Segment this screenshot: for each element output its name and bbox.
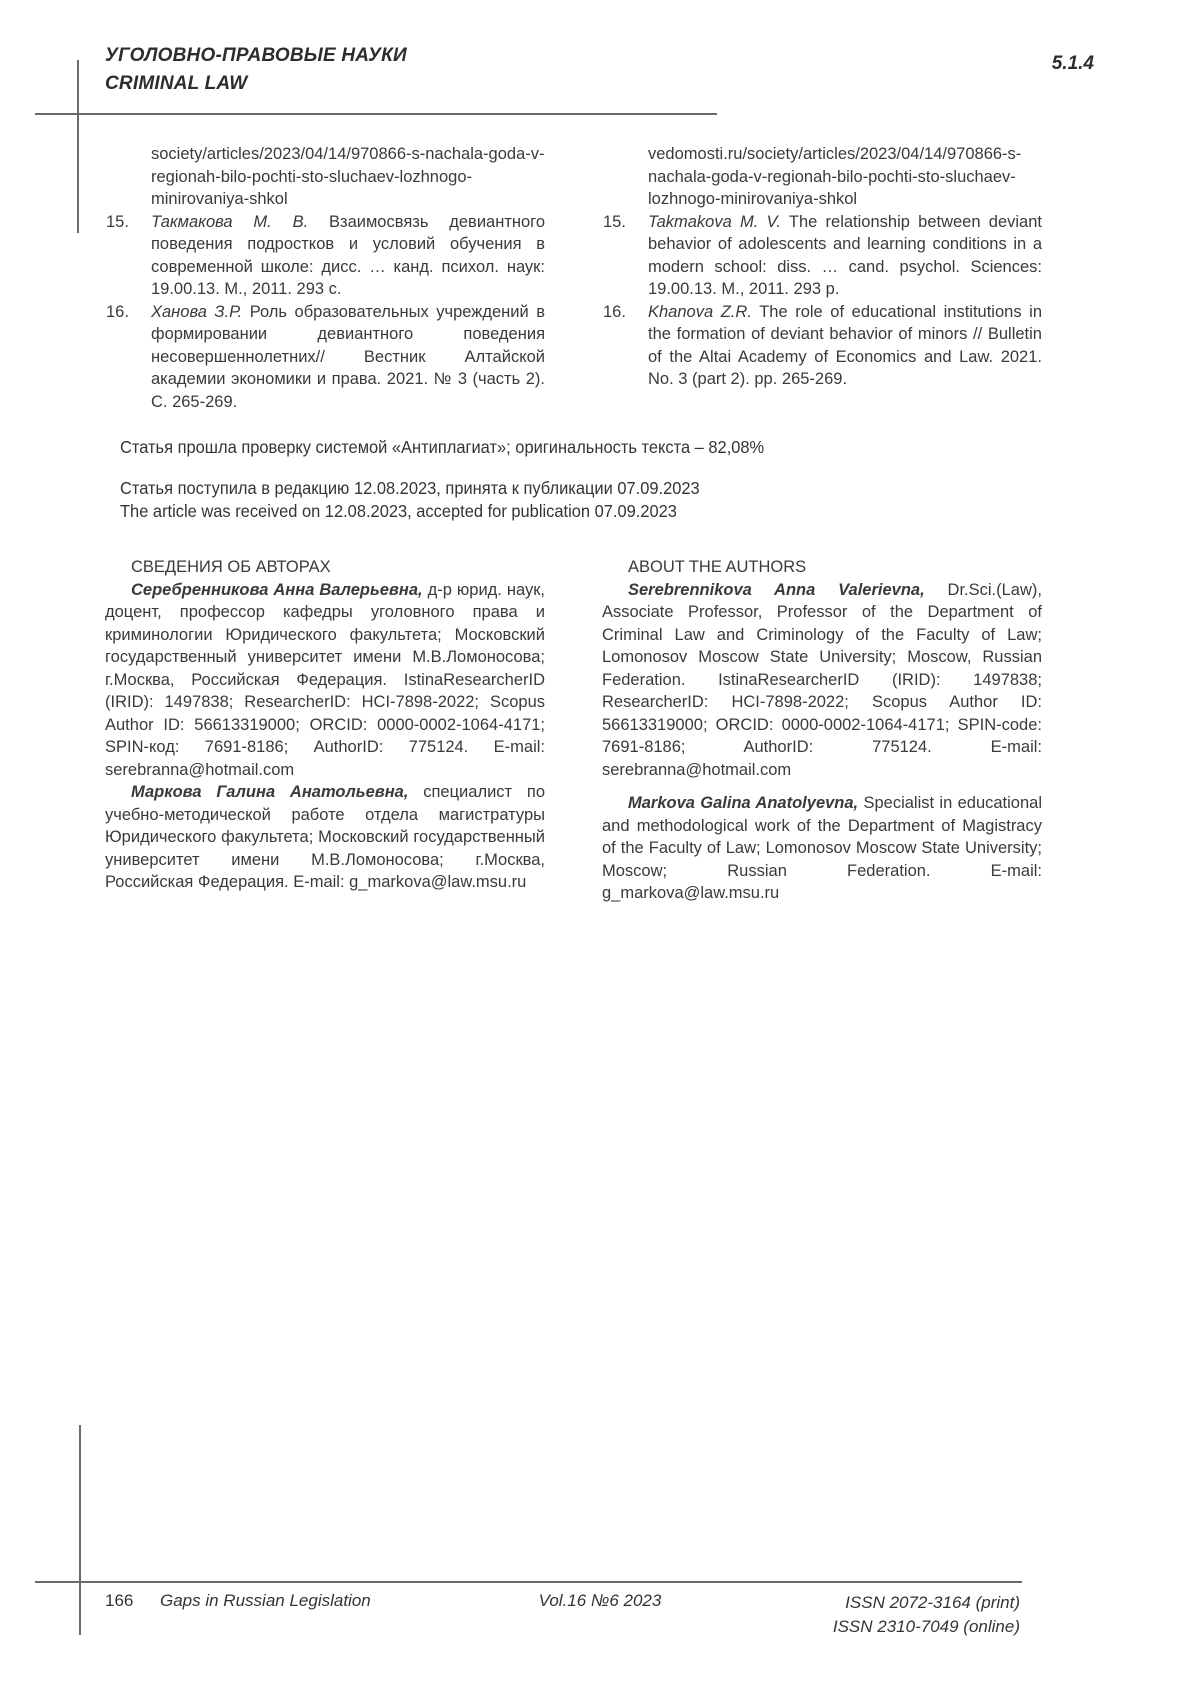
author-name: Маркова Галина Анатольевна, xyxy=(131,783,409,801)
reference-text xyxy=(151,211,545,301)
left-margin-rule-top xyxy=(77,60,79,233)
received-note-ru: Статья поступила в редакцию 12.08.2023, принята к публикации 07.09.2023 xyxy=(120,478,700,498)
journal-title: Gaps in Russian Legislation xyxy=(160,1591,371,1610)
reference-carryover-ru: society/articles/2023/04/14/970866-s-nachala-goda-v-regionah-bilo-pochti-sto-sluchaev-lozhnogo-minirovaniya-shkol xyxy=(151,145,545,208)
antiplagiat-note: Статья прошла проверку системой «Антиплагиат»; оригинальность текста – 82,08% xyxy=(120,437,765,457)
author-name: Serebrennikova Anna Valerievna, xyxy=(628,580,925,599)
author-bio: Specialist in educational and methodological work of the Department of Magistracy of the Faculty of Law; Lomonosov Moscow State University; Moscow; Russian Federation. E-mail: g_markova@law.msu.ru xyxy=(602,794,1043,902)
reference-item-15-ru xyxy=(105,211,545,301)
header-rule xyxy=(35,113,717,115)
reference-number: 16. xyxy=(603,302,626,321)
author-bio: специалист по учебно-методической работе отдела магистратуры Юридического факультета; Московский государственный университет имени М.В.Ломоносова; г.Москва, Российская Федерация. E-mail: g_markova@law.msu.ru xyxy=(105,783,545,891)
reference-body-text: The role of educational institutions in the formation of deviant behavior of minors // Bulletin of the Altai Academy of Economics and Law. 2021. No. 3 (part 2). pp. 265-269. xyxy=(648,302,1043,388)
issn-block xyxy=(833,1591,1020,1639)
author-entry-serebrennikova-ru xyxy=(105,579,545,782)
author-entry-markova-en xyxy=(602,792,1042,905)
reference-body-text: Роль образовательных учреждений в формировании девиантного поведения несовершеннолетних// Вестник Алтайской академии экономики и права. 2021. № 3 (часть 2). С. 265-269. xyxy=(151,302,545,411)
references-column-en xyxy=(602,143,1042,391)
issn-online: ISSN 2310-7049 (online) xyxy=(832,1617,1020,1636)
reference-number: 15. xyxy=(603,212,626,231)
page-number: 166 xyxy=(105,1591,134,1610)
author-bio: Dr.Sci.(Law), Associate Professor, Professor of the Department of Criminal Law and Criminology of the Faculty of Law; Lomonosov Moscow State University; Moscow, Russian Federation. IstinaResearcherID (IRID): 1497838; ResearcherID: HCI-7898-2022; Scopus Author ID: 56613319000; ORCID: 0000-0002-1064-4171; SPIN-code: 7691-8186; AuthorID: 775124. E-mail: serebranna@hotmail.com xyxy=(602,580,1042,779)
footer-rule xyxy=(35,1581,1022,1583)
reference-number: 16. xyxy=(106,302,129,321)
section-title-en: CRIMINAL LAW xyxy=(105,73,248,94)
received-dates-note xyxy=(120,477,700,523)
author-entry-serebrennikova-en xyxy=(602,579,1042,782)
references-column-ru xyxy=(105,143,545,413)
authors-column-en xyxy=(602,556,1042,905)
volume-info: Vol.16 №6 2023 xyxy=(538,1591,662,1610)
authors-heading-ru: СВЕДЕНИЯ ОБ АВТОРАХ xyxy=(131,558,331,576)
authors-column-ru xyxy=(105,556,545,894)
reference-text xyxy=(648,211,1042,301)
reference-carryover-en: vedomosti.ru/society/articles/2023/04/14/970866-s-nachala-goda-v-regionah-bilo-pochti-sto-sluchaev-lozhnogo-minirovaniya-shkol xyxy=(648,145,1022,208)
reference-author: Ханова З.Р. xyxy=(151,302,243,321)
issn-print: ISSN 2072-3164 (print) xyxy=(845,1593,1020,1612)
author-name: Серебренникова Анна Валерьевна, xyxy=(131,580,423,599)
author-name: Markova Galina Anatolyevna, xyxy=(628,794,859,812)
received-note-en: The article was received on 12.08.2023, accepted for publication 07.09.2023 xyxy=(120,501,677,521)
reference-item-16-en xyxy=(602,301,1042,391)
author-entry-markova-ru xyxy=(105,781,545,894)
author-bio: д-р юрид. наук, доцент, профессор кафедры уголовного права и криминологии Юридического факультета; Московский государственный университет имени М.В.Ломоносова; г.Москва, Российская Федерация. IstinaResearcherID (IRID): 1497838; ResearcherID: HCI-7898-2022; Scopus Author ID: 56613319000; ORCID: 0000-0002-1064-4171; SPIN-код: 7691-8186; AuthorID: 775124. E-mail: serebranna@hotmail.com xyxy=(105,580,546,779)
reference-author: Takmakova M. V. xyxy=(648,212,781,231)
authors-heading-en: ABOUT THE AUTHORS xyxy=(628,558,807,576)
reference-text xyxy=(151,301,545,414)
reference-author: Khanova Z.R. xyxy=(648,302,752,321)
reference-body-text: Взаимосвязь девиантного поведения подростков и условий обучения в современной школе: дисс. … канд. психол. наук: 19.00.13. М., 2011. 293 с. xyxy=(151,212,545,298)
reference-number: 15. xyxy=(106,212,129,231)
section-title-ru: УГОЛОВНО-ПРАВОВЫЕ НАУКИ xyxy=(105,45,407,66)
specialty-code: 5.1.4 xyxy=(1051,53,1094,74)
reference-body-text: The relationship between deviant behavior of adolescents and learning conditions in a modern school: diss. … cand. psychol. Sciences: 19.00.13. M., 2011. 293 p. xyxy=(648,212,1042,298)
reference-item-16-ru xyxy=(105,301,545,414)
reference-item-15-en xyxy=(602,211,1042,301)
reference-text xyxy=(648,301,1042,391)
reference-author: Такмакова М. В. xyxy=(151,212,309,231)
section-titles xyxy=(105,42,407,98)
